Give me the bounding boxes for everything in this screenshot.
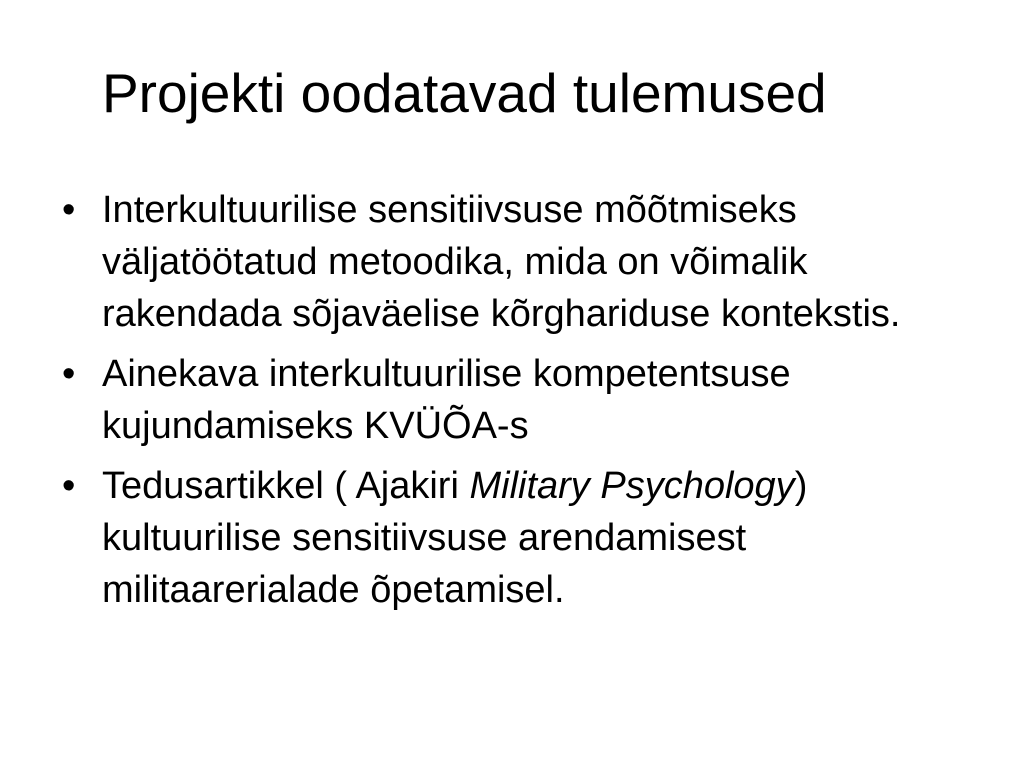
- bullet-text: Interkultuurilise sensitiivsuse mõõtmiseks väljatöötatud metoodika, mida on võimalik rakendada sõjaväelise kõrghariduse kontekstis.: [102, 189, 901, 335]
- bullet-item-ainekava: [58, 348, 978, 452]
- bullet-marker: •: [62, 353, 76, 395]
- bullet-marker: •: [62, 189, 76, 231]
- bullet-item-metoodika: [58, 184, 978, 340]
- bullet-text-after: ) kultuurilise sensitiivsuse arendamisest militaarerialade õpetamisel.: [102, 465, 808, 611]
- journal-name: Military Psychology: [469, 465, 795, 507]
- bullet-marker: •: [62, 465, 76, 507]
- bullet-item-teadusartikkel: [58, 460, 978, 616]
- bullet-text-before: Tedusartikkel ( Ajakiri: [102, 465, 470, 507]
- bullet-text: Ainekava interkultuurilise kompetentsuse kujundamiseks KVÜÕA-s: [102, 353, 791, 447]
- slide-title: Projekti oodatavad tulemused: [102, 62, 827, 124]
- bullet-list: [58, 184, 978, 624]
